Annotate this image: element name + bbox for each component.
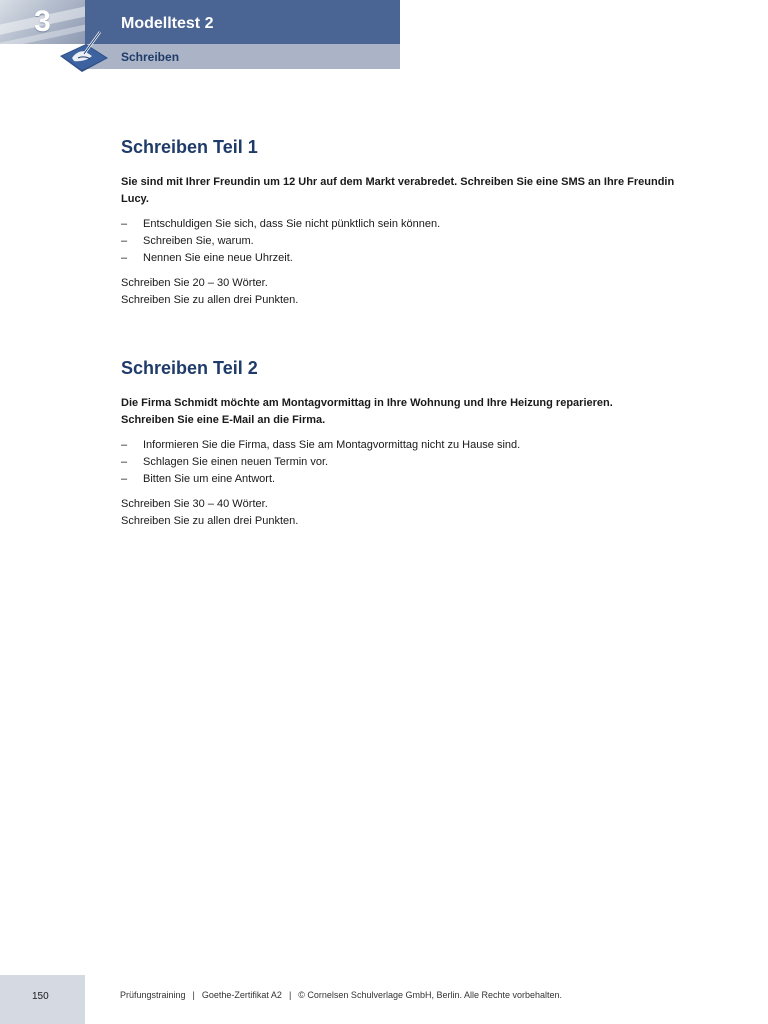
bullet-dash: – xyxy=(121,473,128,485)
footer-credits xyxy=(120,990,562,1000)
section-title: Schreiben Teil 1 xyxy=(121,137,258,157)
footer-copyright: © Cornelsen Schulverlage GmbH, Berlin. Alle Rechte vorbehalten. xyxy=(298,990,563,1000)
bullet-dash: – xyxy=(121,218,128,230)
chapter-number: 3 xyxy=(34,5,51,38)
page-subtitle: Schreiben xyxy=(121,50,180,64)
footer-separator: | xyxy=(192,990,195,1000)
list-item: – Nennen Sie eine neue Uhrzeit. xyxy=(121,250,681,267)
task-points-list xyxy=(121,437,681,488)
footer-item: Goethe-Zertifikat A2 xyxy=(201,990,282,1000)
word-count-note: Schreiben Sie 20 – 30 Wörter. xyxy=(121,277,268,289)
page-title: Modelltest 2 xyxy=(121,15,214,32)
list-item: – Bitten Sie um eine Antwort. xyxy=(121,471,681,488)
page-number-box xyxy=(0,975,85,1024)
list-item: – Informieren Sie die Firma, dass Sie am Montagvormittag nicht zu Hause sind. xyxy=(121,437,681,454)
all-points-note: Schreiben Sie zu allen drei Punkten. xyxy=(121,515,299,527)
list-item: – Schlagen Sie einen neuen Termin vor. xyxy=(121,454,681,471)
bullet-dash: – xyxy=(121,252,128,264)
bullet-dash: – xyxy=(121,235,128,247)
bullet-dash: – xyxy=(121,439,128,451)
section-title: Schreiben Teil 2 xyxy=(121,358,258,378)
list-item: – Schreiben Sie, warum. xyxy=(121,233,681,250)
section-teil-1 xyxy=(121,136,681,309)
hand-writing-icon xyxy=(58,28,110,74)
section-teil-2 xyxy=(121,357,681,530)
task-description: Sie sind mit Ihrer Freundin um 12 Uhr auf dem Markt verabredet. Schreiben Sie eine SMS an Ihre Freundin Lucy. xyxy=(121,176,675,205)
all-points-note: Schreiben Sie zu allen drei Punkten. xyxy=(121,294,299,306)
word-count-note: Schreiben Sie 30 – 40 Wörter. xyxy=(121,498,268,510)
footer-item: Prüfungstraining xyxy=(120,990,186,1000)
header-title-bar xyxy=(85,0,400,44)
bullet-dash: – xyxy=(121,456,128,468)
header-subtitle-bar xyxy=(85,44,400,69)
page-number: 150 xyxy=(32,991,49,1002)
task-description: Die Firma Schmidt möchte am Montagvormittag in Ihre Wohnung und Ihre Heizung reparieren. Schreiben Sie eine E-Mail an die Firma. xyxy=(121,397,613,426)
task-points-list xyxy=(121,216,681,267)
list-item: – Entschuldigen Sie sich, dass Sie nicht pünktlich sein können. xyxy=(121,216,681,233)
footer-separator: | xyxy=(288,990,292,1000)
